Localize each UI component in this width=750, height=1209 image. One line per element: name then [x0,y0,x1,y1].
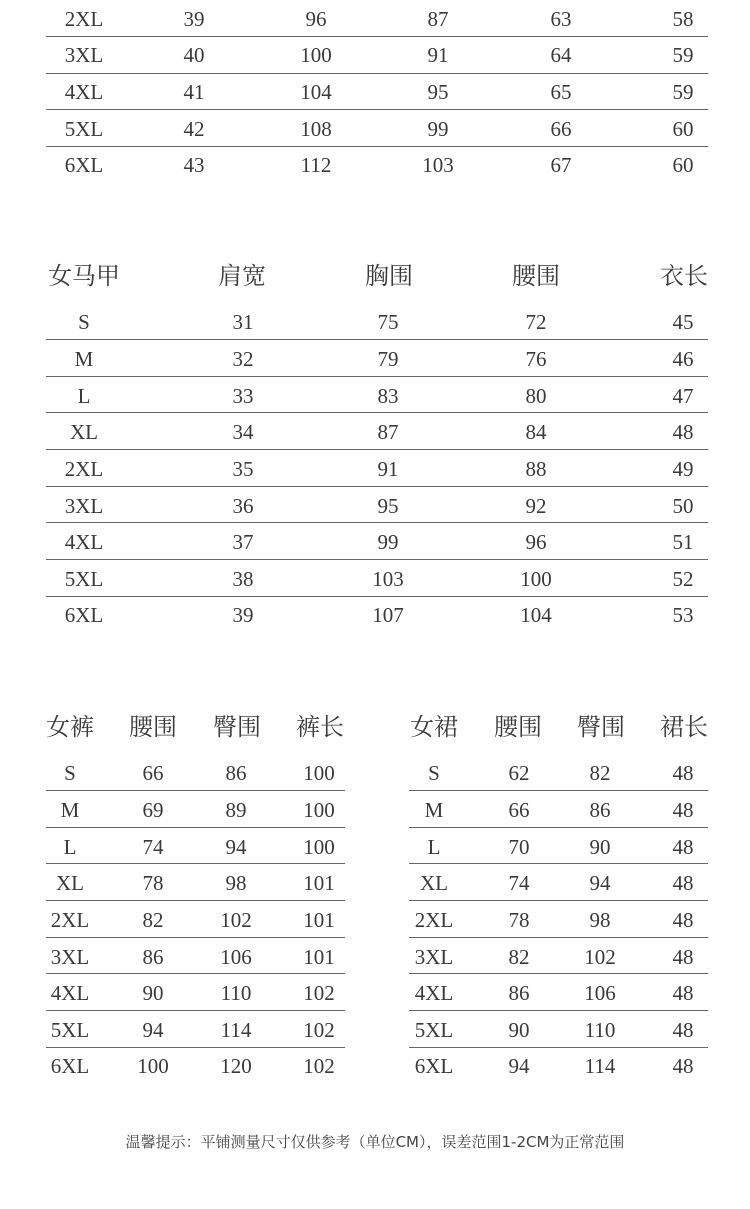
table-cell: 48 [672,908,694,932]
column-header: 裤长 [296,713,344,741]
table-cell: 94 [225,835,247,859]
table-cell: 110 [584,1018,616,1042]
row-divider [409,827,708,828]
table-cell: 102 [584,945,616,969]
table-cell: 86 [589,798,611,822]
table-cell: 114 [220,1018,252,1042]
column-header: 臀围 [213,713,261,741]
table-cell: M [424,798,444,822]
row-divider [409,900,708,901]
table-cell: 2XL [64,457,104,481]
table-cell: 3XL [64,43,104,67]
table-cell: 94 [508,1054,530,1078]
table-cell: 59 [672,80,694,104]
column-header: 女马甲 [48,262,120,290]
table-cell: 106 [220,945,252,969]
table-cell: 5XL [64,567,104,591]
table-cell: 90 [142,981,164,1005]
row-divider [46,36,708,37]
table-cell: 86 [142,945,164,969]
table-cell: 99 [427,117,449,141]
table-cell: 4XL [50,981,90,1005]
table-cell: 74 [508,871,530,895]
table-cell: 83 [377,384,399,408]
column-header: 腰围 [129,713,177,741]
table-cell: 89 [225,798,247,822]
table-cell: 69 [142,798,164,822]
row-divider [46,376,708,377]
table-cell: 75 [377,310,399,334]
table-cell: 49 [672,457,694,481]
table-cell: 60 [672,117,694,141]
table-cell: 78 [142,871,164,895]
table-cell: 66 [550,117,572,141]
table-cell: 95 [427,80,449,104]
table-cell: 46 [672,347,694,371]
table-cell: L [63,835,77,859]
table-cell: 48 [672,945,694,969]
table-cell: XL [420,871,448,895]
row-divider [409,973,708,974]
table-cell: 51 [672,530,694,554]
table-cell: 103 [372,567,404,591]
table-cell: 67 [550,153,572,177]
table-cell: 3XL [50,945,90,969]
table-cell: 92 [525,494,547,518]
table-cell: 78 [508,908,530,932]
table-cell: 94 [589,871,611,895]
table-cell: 52 [672,567,694,591]
table-cell: 5XL [64,117,104,141]
table-cell: 64 [550,43,572,67]
table-cell: 48 [672,798,694,822]
table-cell: 58 [672,7,694,31]
table-cell: XL [70,420,98,444]
table-cell: 104 [300,80,332,104]
table-cell: 6XL [64,153,104,177]
table-cell: 88 [525,457,547,481]
table-cell: 87 [427,7,449,31]
table-cell: 48 [672,1018,694,1042]
table-cell: 100 [303,835,335,859]
table-cell: 65 [550,80,572,104]
table-cell: 110 [220,981,252,1005]
row-divider [46,559,708,560]
table-cell: 42 [183,117,205,141]
table-cell: 60 [672,153,694,177]
table-cell: 2XL [64,7,104,31]
row-divider [46,1010,345,1011]
table-cell: 6XL [414,1054,454,1078]
row-divider [46,412,708,413]
row-divider [46,863,345,864]
table-cell: 96 [305,7,327,31]
table-cell: 79 [377,347,399,371]
table-cell: L [427,835,441,859]
row-divider [46,486,708,487]
table-cell: 45 [672,310,694,334]
table-cell: 103 [422,153,454,177]
table-cell: 90 [589,835,611,859]
table-cell: 102 [303,1054,335,1078]
table-cell: S [78,310,90,334]
table-cell: 39 [183,7,205,31]
table-cell: 38 [232,567,254,591]
table-cell: 59 [672,43,694,67]
row-divider [46,522,708,523]
table-cell: 63 [550,7,572,31]
row-divider [409,1047,708,1048]
table-cell: S [64,761,76,785]
table-cell: 72 [525,310,547,334]
table-cell: 4XL [414,981,454,1005]
table-cell: 43 [183,153,205,177]
table-cell: 86 [225,761,247,785]
table-cell: M [60,798,80,822]
row-divider [46,339,708,340]
table-cell: 96 [525,530,547,554]
table-cell: S [428,761,440,785]
table-cell: 84 [525,420,547,444]
table-cell: 102 [303,981,335,1005]
column-header: 胸围 [365,262,413,290]
row-divider [46,790,345,791]
table-cell: 6XL [64,603,104,627]
table-cell: 100 [520,567,552,591]
table-cell: 102 [303,1018,335,1042]
table-cell: 48 [672,871,694,895]
table-cell: 40 [183,43,205,67]
table-cell: 36 [232,494,254,518]
row-divider [46,1047,345,1048]
table-cell: 87 [377,420,399,444]
table-cell: 37 [232,530,254,554]
table-cell: 91 [377,457,399,481]
table-cell: 104 [520,603,552,627]
table-cell: 114 [584,1054,616,1078]
row-divider [46,449,708,450]
table-cell: L [77,384,91,408]
table-cell: 62 [508,761,530,785]
table-cell: 99 [377,530,399,554]
table-cell: 66 [142,761,164,785]
column-header: 腰围 [494,713,542,741]
table-cell: 101 [303,945,335,969]
table-cell: 107 [372,603,404,627]
table-cell: 76 [525,347,547,371]
measurement-note: 温馨提示：平铺测量尺寸仅供参考（单位CM），误差范围1-2CM为正常范围 [125,1133,625,1151]
table-cell: 91 [427,43,449,67]
table-cell: 39 [232,603,254,627]
table-cell: 102 [220,908,252,932]
table-cell: 86 [508,981,530,1005]
row-divider [46,146,708,147]
column-header: 女裤 [46,713,94,741]
table-cell: 34 [232,420,254,444]
table-cell: 3XL [64,494,104,518]
row-divider [46,973,345,974]
table-cell: 74 [142,835,164,859]
column-header: 腰围 [512,262,560,290]
table-cell: 41 [183,80,205,104]
row-divider [409,1010,708,1011]
table-cell: 32 [232,347,254,371]
row-divider [409,790,708,791]
table-cell: 47 [672,384,694,408]
table-cell: 4XL [64,530,104,554]
table-cell: 66 [508,798,530,822]
row-divider [46,596,708,597]
table-cell: 6XL [50,1054,90,1078]
table-cell: 33 [232,384,254,408]
table-cell: 5XL [414,1018,454,1042]
table-cell: 100 [303,798,335,822]
table-cell: 94 [142,1018,164,1042]
table-cell: 101 [303,871,335,895]
table-cell: 31 [232,310,254,334]
table-cell: XL [56,871,84,895]
table-cell: 120 [220,1054,252,1078]
table-cell: 53 [672,603,694,627]
table-cell: 101 [303,908,335,932]
table-cell: 82 [508,945,530,969]
table-cell: 3XL [414,945,454,969]
table-cell: 48 [672,835,694,859]
row-divider [46,73,708,74]
table-cell: 48 [672,420,694,444]
table-cell: 4XL [64,80,104,104]
table-cell: 48 [672,981,694,1005]
table-cell: 35 [232,457,254,481]
column-header: 臀围 [577,713,625,741]
table-cell: 82 [589,761,611,785]
row-divider [409,863,708,864]
table-cell: 2XL [414,908,454,932]
column-header: 肩宽 [218,262,266,290]
table-cell: 82 [142,908,164,932]
table-cell: 80 [525,384,547,408]
table-cell: 108 [300,117,332,141]
table-cell: 50 [672,494,694,518]
table-cell: 70 [508,835,530,859]
table-cell: 100 [303,761,335,785]
row-divider [409,937,708,938]
table-cell: 48 [672,1054,694,1078]
table-cell: 100 [137,1054,169,1078]
column-header: 裙长 [660,713,708,741]
table-cell: 5XL [50,1018,90,1042]
table-cell: 100 [300,43,332,67]
table-cell: 106 [584,981,616,1005]
table-cell: 95 [377,494,399,518]
row-divider [46,900,345,901]
column-header: 女裙 [410,713,458,741]
column-header: 衣长 [660,262,708,290]
table-cell: 90 [508,1018,530,1042]
table-cell: 48 [672,761,694,785]
table-cell: 98 [589,908,611,932]
table-cell: 98 [225,871,247,895]
table-cell: 2XL [50,908,90,932]
row-divider [46,937,345,938]
table-cell: 112 [300,153,332,177]
row-divider [46,109,708,110]
row-divider [46,827,345,828]
table-cell: M [74,347,94,371]
